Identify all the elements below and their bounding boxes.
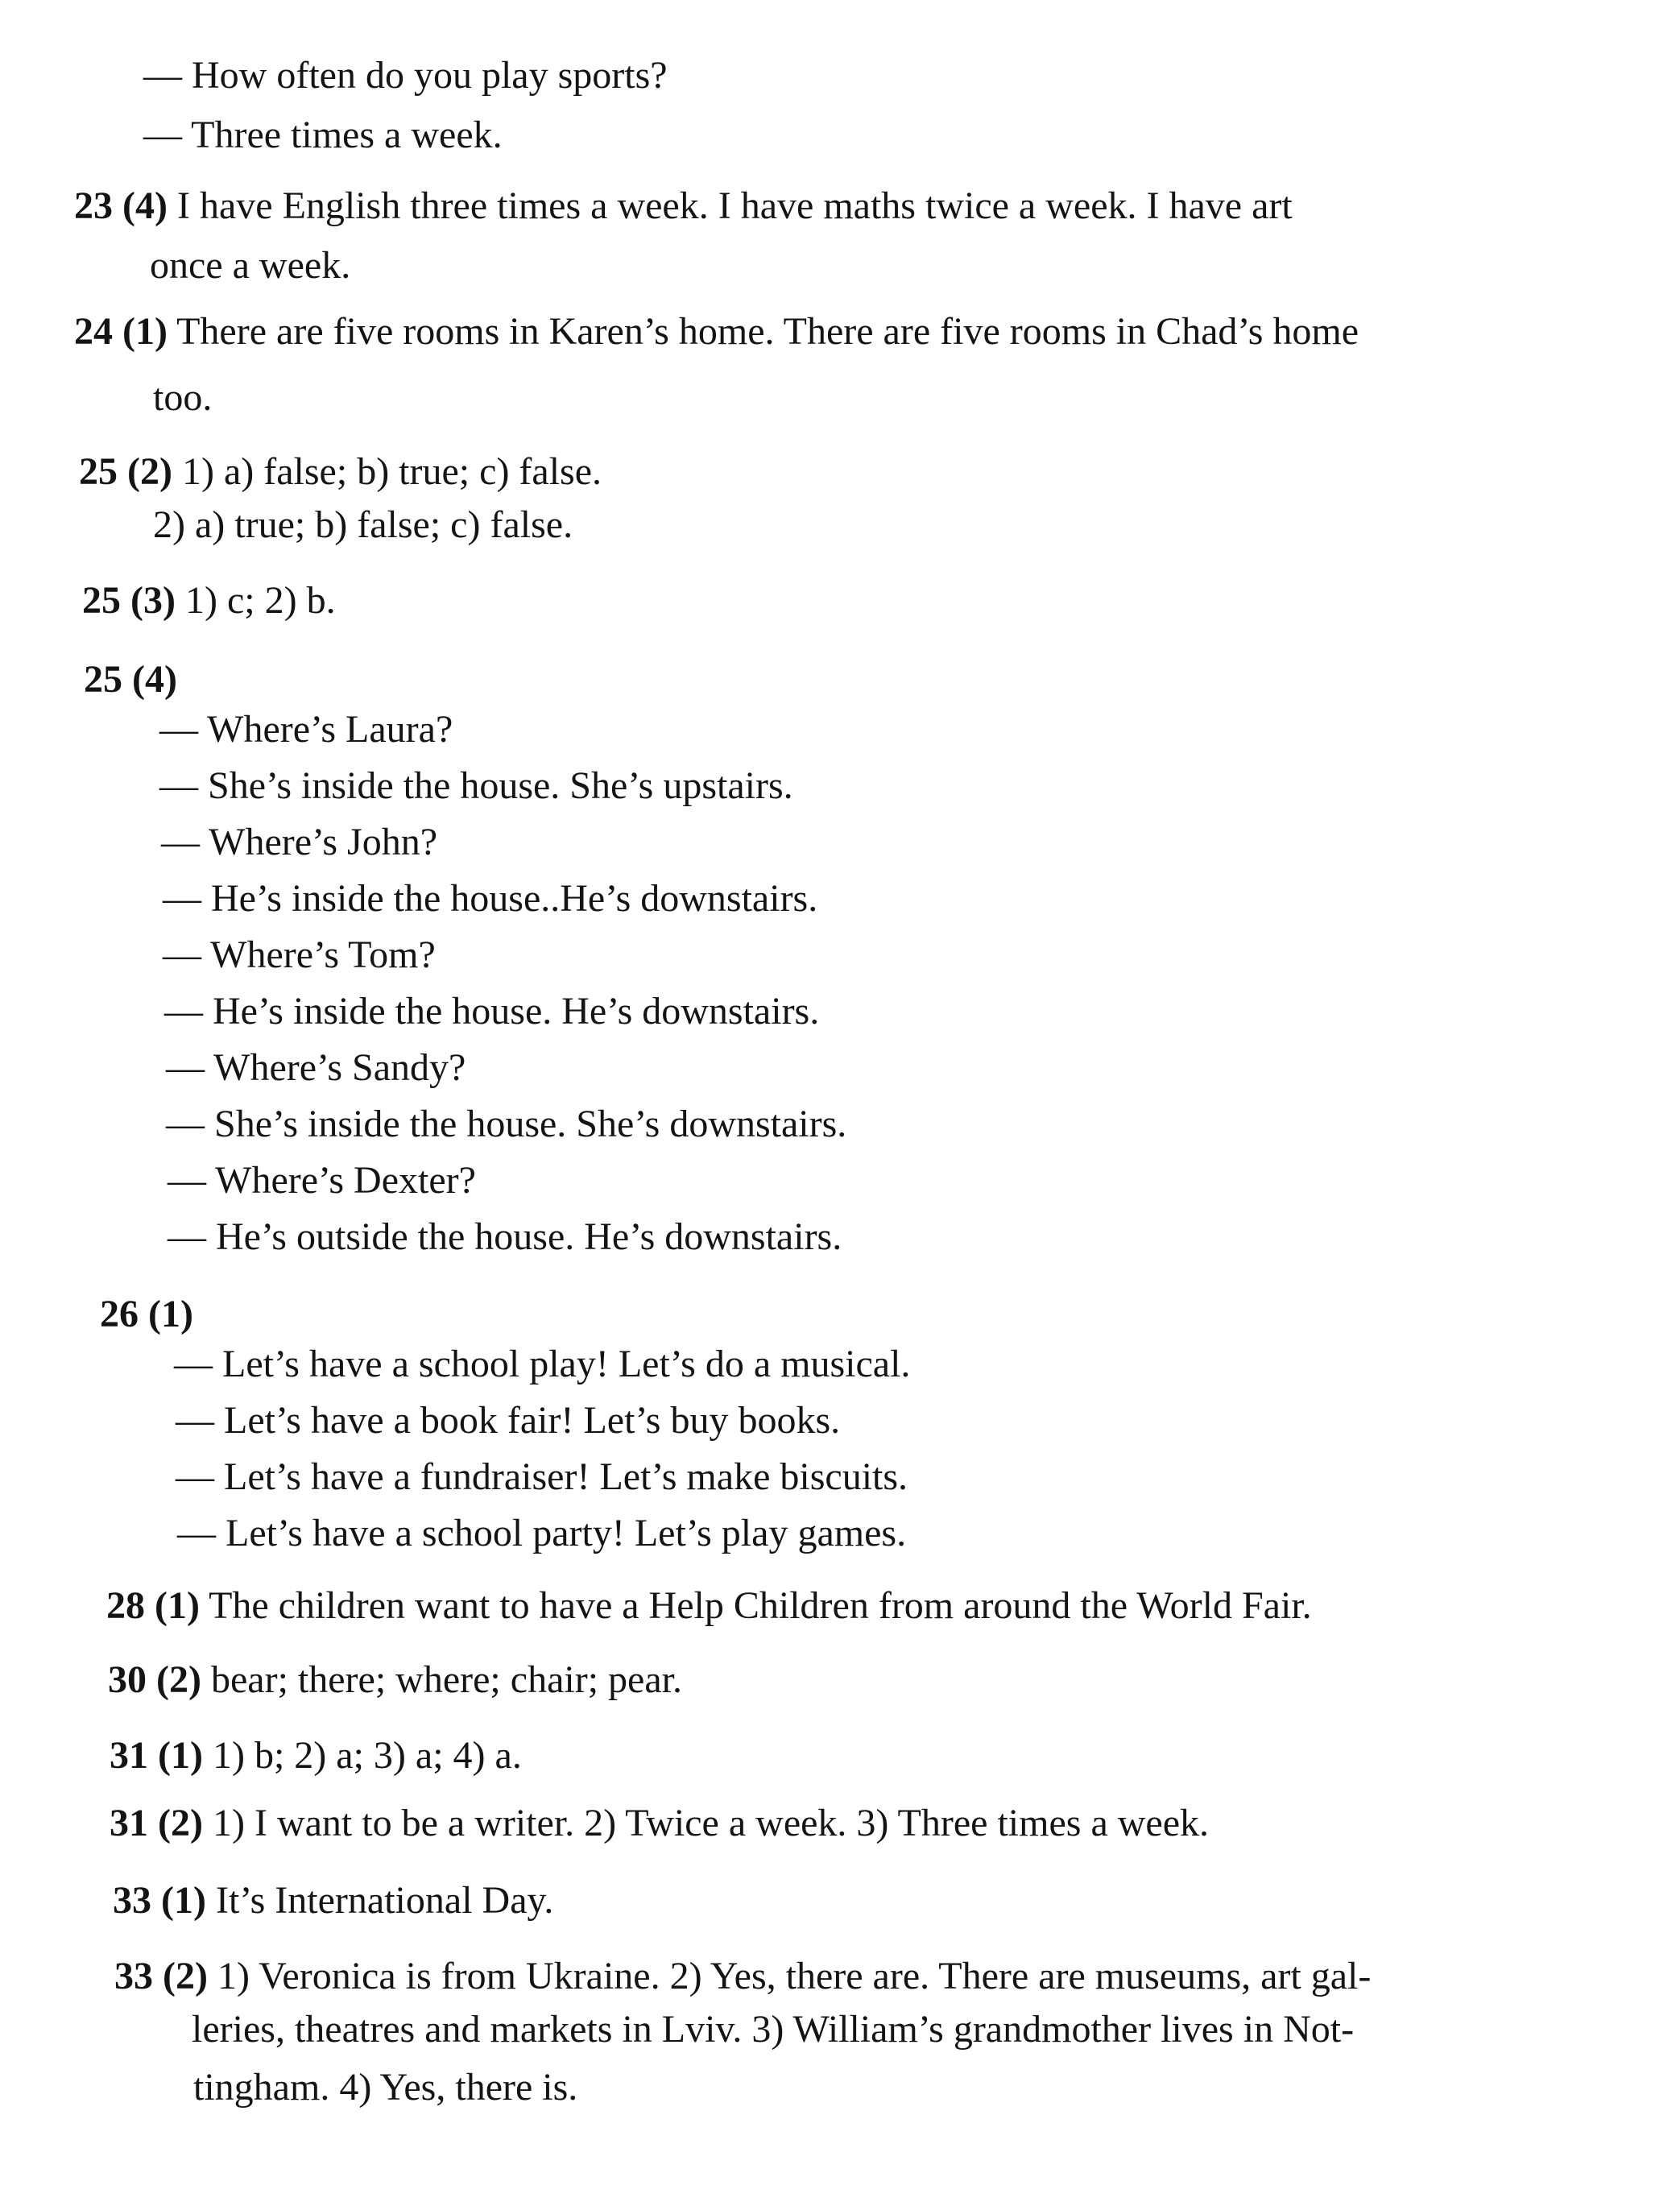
entry-text: 1) I want to be a writer. 2) Twice a week. 3) Three times a week. (212, 1802, 1210, 1844)
dialogue-line: — Where’s Dexter? (168, 1159, 476, 1202)
entry-28-1 (106, 1582, 1312, 1630)
entry-30-2 (108, 1656, 682, 1704)
entry-33-2-continuation: leries, theatres and markets in Lviv. 3) William’s grandmother lives in Not- (192, 2008, 1355, 2051)
dialogue-line: — She’s inside the house. She’s downstairs. (166, 1103, 847, 1145)
dialogue-line: — He’s inside the house. He’s downstairs. (164, 990, 820, 1033)
dialogue-line: — She’s inside the house. She’s upstairs. (159, 764, 793, 807)
entry-23-4 (74, 182, 1293, 230)
dialogue-line: — Let’s have a fundraiser! Let’s make biscuits. (176, 1455, 908, 1498)
entry-number: 33 (1) (113, 1879, 206, 1922)
entry-number: 25 (2) (79, 450, 172, 493)
entry-24-1-continuation: too. (153, 376, 213, 419)
dialogue-line: — Where’s Tom? (163, 933, 436, 976)
entry-number: 24 (1) (74, 310, 168, 353)
entry-31-2 (110, 1799, 1209, 1848)
entry-text: 1) c; 2) b. (184, 579, 336, 622)
dialogue-line: — Let’s have a school play! Let’s do a musical. (174, 1343, 911, 1385)
entry-number: 25 (3) (82, 579, 176, 622)
entry-33-2 (114, 1952, 1371, 2001)
intro-dialogue-line: — How often do you play sports? (143, 54, 668, 97)
entry-number: 23 (4) (74, 184, 168, 227)
entry-text: The children want to have a Help Children from around the World Fair. (209, 1584, 1312, 1627)
dialogue-line: — Where’s Laura? (159, 708, 453, 751)
entry-number: 26 (1) (100, 1293, 193, 1335)
entry-text: bear; there; where; chair; pear. (210, 1658, 682, 1701)
entry-number: 28 (1) (106, 1584, 200, 1627)
entry-25-4 (84, 656, 177, 704)
entry-number: 31 (1) (110, 1734, 203, 1777)
entry-33-2-continuation: tingham. 4) Yes, there is. (193, 2066, 578, 2109)
entry-23-4-continuation: once a week. (150, 244, 351, 287)
entry-text: I have English three times a week. I have maths twice a week. I have art (176, 184, 1293, 227)
entry-31-1 (110, 1732, 522, 1780)
entry-number: 31 (2) (110, 1802, 203, 1844)
entry-text: It’s International Day. (215, 1879, 554, 1922)
dialogue-line: — Where’s John? (161, 821, 438, 863)
entry-25-2 (79, 448, 602, 496)
dialogue-line: — He’s inside the house..He’s downstairs. (163, 877, 818, 920)
entry-text: 1) a) false; b) true; c) false. (181, 450, 602, 493)
intro-dialogue-line: — Three times a week. (143, 114, 503, 156)
entry-number: 30 (2) (108, 1658, 201, 1701)
entry-24-1 (74, 308, 1359, 356)
entry-text: 1) b; 2) a; 3) a; 4) a. (212, 1734, 522, 1777)
entry-number: 33 (2) (114, 1955, 208, 1997)
entry-25-3 (82, 577, 336, 625)
entry-number: 25 (4) (84, 658, 177, 701)
dialogue-line: — Let’s have a school party! Let’s play games. (177, 1512, 907, 1554)
entry-26-1 (100, 1290, 193, 1339)
entry-25-2-continuation: 2) a) true; b) false; c) false. (153, 503, 573, 546)
entry-text: There are five rooms in Karen’s home. There are five rooms in Chad’s home (176, 310, 1359, 353)
dialogue-line: — He’s outside the house. He’s downstairs. (168, 1215, 842, 1258)
dialogue-line: — Where’s Sandy? (166, 1046, 466, 1089)
entry-text: 1) Veronica is from Ukraine. 2) Yes, there are. There are museums, art gal- (217, 1955, 1372, 1997)
dialogue-line: — Let’s have a book fair! Let’s buy books. (176, 1399, 841, 1442)
entry-33-1 (113, 1877, 553, 1925)
